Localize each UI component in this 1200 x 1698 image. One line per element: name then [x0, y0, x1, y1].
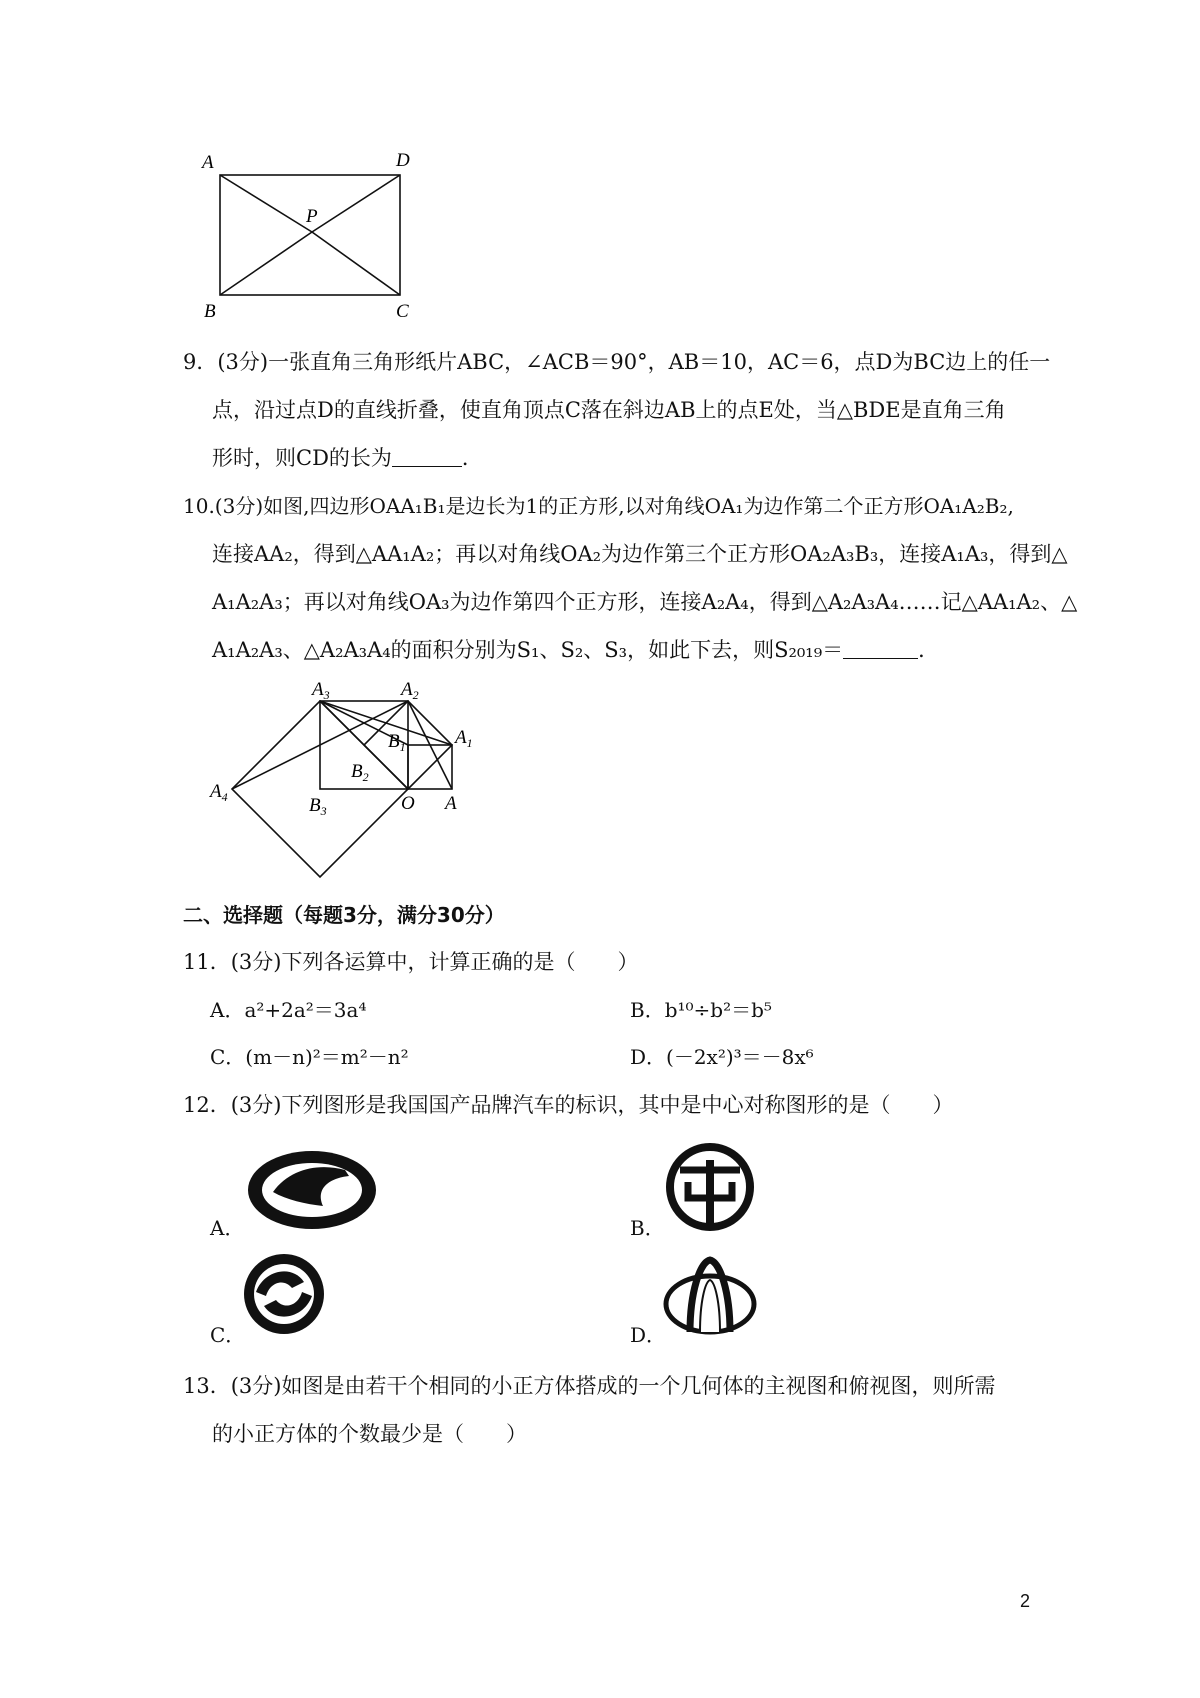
label-a4-letter: A [210, 781, 222, 802]
label-a3-letter: A [312, 679, 324, 700]
label-b1 [388, 731, 406, 754]
answer-blank-q10[interactable] [843, 640, 918, 659]
q11-option-b[interactable]: B．b¹⁰÷b²＝b⁵ [630, 998, 772, 1022]
q9-line-3 [212, 448, 483, 469]
label-a1 [453, 727, 473, 750]
q12-option-b-label[interactable]: B． [630, 1216, 665, 1240]
label-o: O [401, 793, 415, 814]
logo-c-icon [242, 1252, 327, 1337]
answer-blank-q9[interactable] [392, 448, 462, 467]
label-a4-sub: 4 [221, 790, 228, 804]
label-b3-letter: B [309, 795, 321, 816]
figure-rectangle-abcd [200, 150, 420, 320]
label-a2 [399, 679, 419, 702]
segment-cp [312, 232, 400, 295]
label-b3-sub: 3 [320, 804, 327, 818]
label-d: D [396, 150, 410, 171]
q9-line-3-text: 形时，则CD的长为 [212, 446, 392, 470]
label-b2-letter: B [351, 761, 363, 782]
segment-dp [312, 175, 400, 232]
q9-line-1: 9．(3分)一张直角三角形纸片ABC，∠ACB＝90°，AB＝10，AC＝6，点D为BC边上的任一 [183, 350, 1051, 374]
figure-nested-squares [205, 675, 485, 880]
label-a: A [202, 152, 214, 173]
label-a3 [310, 679, 330, 702]
logo-b-icon [660, 1140, 760, 1235]
q12-stem: 12．(3分)下列图形是我国国产品牌汽车的标识，其中是中心对称图形的是（ ） [183, 1093, 954, 1117]
label-a1-letter: A [455, 727, 467, 748]
section-heading: 二、选择题（每题3分，满分30分） [183, 903, 505, 927]
segment-ap [220, 175, 312, 232]
q11-stem: 11．(3分)下列各运算中，计算正确的是（ ） [183, 950, 639, 974]
q10-line-1: 10.(3分)如图,四边形OAA₁B₁是边长为1的正方形,以对角线OA₁为边作第二个正方形OA₁A₂B₂, [183, 494, 1014, 518]
page-number: 2 [1020, 1591, 1031, 1611]
label-a: A [445, 793, 457, 814]
logo-d-icon [660, 1252, 760, 1337]
label-b2 [351, 761, 369, 784]
q13-line-2: 的小正方体的个数最少是（ ） [212, 1422, 527, 1446]
label-p: P [306, 206, 318, 227]
label-b2-sub: 2 [362, 770, 369, 784]
label-b1-sub: 1 [399, 740, 406, 754]
label-b3 [309, 795, 327, 818]
label-a4 [208, 781, 228, 804]
logo-a-icon [245, 1148, 380, 1233]
q12-option-c-label[interactable]: C． [210, 1323, 246, 1347]
q10-line-4 [212, 640, 939, 661]
q10-line-3: A₁A₂A₃；再以对角线OA₃为边作第四个正方形，连接A₂A₄，得到△A₂A₃A₄……记△AA₁A₂、△ [212, 590, 1078, 614]
label-a3-sub: 3 [323, 688, 330, 702]
label-a1-sub: 1 [466, 736, 473, 750]
q9-line-3-end: ． [461, 446, 483, 470]
label-b1-letter: B [388, 731, 400, 752]
q11-option-d[interactable]: D．(－2x²)³＝－8x⁶ [630, 1045, 814, 1069]
q10-line-4-text: A₁A₂A₃、△A₂A₃A₄的面积分别为S₁、S₂、S₃，如此下去，则S₂₀₁₉＝ [212, 638, 844, 662]
q11-option-a[interactable]: A．a²+2a²＝3a⁴ [210, 998, 367, 1022]
q11-option-c[interactable]: C．(m－n)²＝m²－n² [210, 1045, 409, 1069]
segment-a1a3 [320, 701, 452, 745]
label-a2-letter: A [401, 679, 413, 700]
label-b: B [204, 301, 216, 320]
q12-option-a-label[interactable]: A． [210, 1216, 245, 1240]
q9-line-2: 点，沿过点D的直线折叠，使直角顶点C落在斜边AB上的点E处，当△BDE是直角三角 [212, 398, 1006, 422]
q13-line-1: 13．(3分)如图是由若干个相同的小正方体搭成的一个几何体的主视图和俯视图，则所需 [183, 1374, 996, 1398]
label-c: C [396, 301, 409, 320]
q10-line-4-end: ． [918, 638, 940, 662]
label-a2-sub: 2 [412, 688, 419, 702]
q10-line-2: 连接AA₂，得到△AA₁A₂；再以对角线OA₂为边作第三个正方形OA₂A₃B₃，连接A₁A₃，得到△ [212, 542, 1068, 566]
segment-bp [220, 232, 312, 295]
q12-option-d-label[interactable]: D． [630, 1323, 667, 1347]
